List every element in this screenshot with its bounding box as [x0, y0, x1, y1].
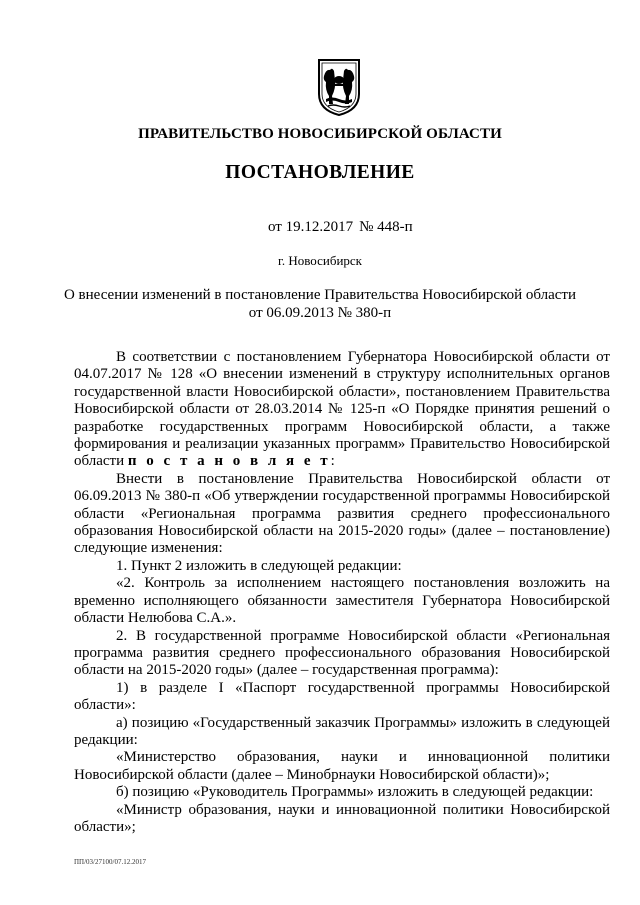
city-name: г. Новосибирск: [277, 253, 362, 268]
footer-document-code: ПП/03/27100/07.12.2017: [74, 858, 146, 866]
document-date-number: [268, 219, 413, 236]
paragraph: «2. Контроль за исполнением настоящего постановления возложить на временно исполняющего обязанности заместителя Губернатора Новосибирской области Нелюбова С.А.».: [74, 575, 610, 627]
document-type-title: ПОСТАНОВЛЕНИЕ: [225, 162, 415, 183]
paragraph: 1) в разделе I «Паспорт государственной программы Новосибирской области»:: [74, 679, 610, 714]
document-body: [74, 349, 610, 836]
novosibirsk-coat-of-arms-icon: [316, 58, 362, 116]
document-date: от 19.12.2017: [268, 219, 354, 235]
subject-line-1: О внесении изменений в постановление Правительства Новосибирской области: [63, 287, 577, 303]
preamble-end: :: [330, 453, 335, 470]
preamble-text: В соответствии с постановлением Губернатора Новосибирской области от 04.07.2017 № 128 «О внесении изменений в структуру исполнительных органов государственной власти Новосибирской области», постановлением Правительства Новосибирской области от 28.03.2014 № 125-п «О Порядке принятия решений о разработке государственных программ Новосибирской области, а также формирования и реализации указанных программ» Правительство Новосибирской области: [74, 349, 610, 470]
document-number: № 448-п: [359, 219, 413, 235]
paragraph: 2. В государственной программе Новосибирской области «Региональная программа развития среднего профессионального образования Новосибирской области на 2015-2020 годы» (далее – государственная программа):: [74, 627, 610, 679]
paragraph: а) позицию «Государственный заказчик Программы» изложить в следующей редакции:: [74, 714, 610, 748]
paragraph: 1. Пункт 2 изложить в следующей редакции:: [116, 557, 402, 574]
decree-word: п о с т а н о в л я е т: [127, 453, 331, 470]
paragraph: «Министерство образования, науки и инновационной политики Новосибирской области (далее – Минобрнауки Новосибирской области)»;: [74, 749, 610, 783]
government-title: ПРАВИТЕЛЬСТВО НОВОСИБИРСКОЙ ОБЛАСТИ: [138, 126, 502, 142]
subject-line-2: от 06.09.2013 № 380-п: [248, 305, 392, 321]
paragraph-preamble: [74, 349, 610, 471]
paragraph: «Министр образования, науки и инновационной политики Новосибирской области»;: [74, 801, 610, 835]
document-subject: [40, 286, 600, 322]
paragraph: Внести в постановление Правительства Новосибирской области от 06.09.2013 № 380-п «Об утверждении государственной программы Новосибирской области «Региональная программа развития среднего профессионального образования Новосибирской области на 2015-2020 годы» (далее – постановление) следующие изменения:: [74, 470, 610, 557]
paragraph: б) позицию «Руководитель Программы» изложить в следующей редакции:: [116, 784, 594, 801]
